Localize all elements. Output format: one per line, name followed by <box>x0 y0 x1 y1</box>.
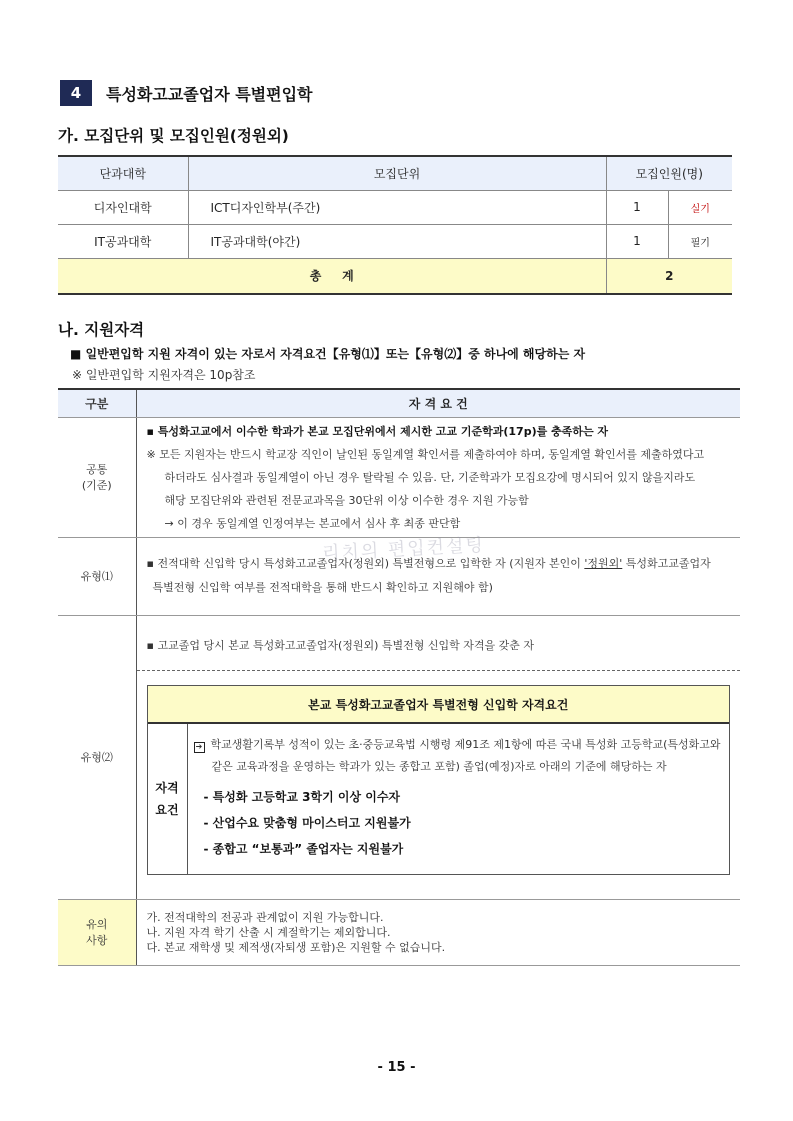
count-cell: 1 <box>606 224 668 258</box>
section-number: 4 <box>60 80 92 106</box>
requirements-line: 같은 교육과정을 운영하는 학과가 있는 종합고 포함) 졸업(예정)자로 아래의 기준에 해당하는 자 <box>211 760 667 773</box>
common-line: 하더라도 심사결과 동일계열이 아닌 경우 탈락될 수 있음. 단, 기준학과가 모집요강에 명시되어 있지 않을지라도 <box>164 470 696 484</box>
college-cell: 디자인대학 <box>58 190 188 224</box>
requirements-label-sub: 요건 <box>155 803 179 817</box>
common-line: 해당 모집단위와 관련된 전문교과목을 30단위 이상 이수한 경우 지원 가능함 <box>164 493 529 507</box>
header-college: 단과대학 <box>58 156 188 190</box>
section-title: 특성화고교졸업자 특별편입학 <box>106 84 313 104</box>
type2-label: 유형⑵ <box>58 615 136 899</box>
requirements-line: 학교생활기록부 성적이 있는 초·중등교육법 시행령 제91조 제1항에 따른 국내 특성화 고등학교(특성화고와 <box>210 738 721 751</box>
list-item: - 종합고 “보통과” 졸업자는 지원불가 <box>203 842 404 856</box>
eligibility-table <box>58 388 740 966</box>
requirements-box <box>147 685 731 875</box>
part-b-title: 나. 지원자격 <box>58 321 145 339</box>
list-item: - 산업수요 맞춤형 마이스터고 지원불가 <box>203 816 411 830</box>
common-bold-line: ▪ 특성화고교에서 이수한 학과가 본교 모집단위에서 제시한 고교 기준학과(17p)를 충족하는 자 <box>146 424 609 438</box>
unit-cell: ICT디자인학부(주간) <box>188 190 606 224</box>
common-line: → 이 경우 동일계열 인정여부는 본교에서 심사 후 최종 판단함 <box>164 516 461 530</box>
table-row <box>58 190 732 224</box>
common-label-sub: (기준) <box>81 479 112 492</box>
exam-type-cell: 필기 <box>668 224 732 258</box>
page-number: - 15 - <box>377 1060 416 1075</box>
header-category: 구분 <box>58 389 136 417</box>
common-row <box>58 417 740 537</box>
notice-line: 가. 전적대학의 전공과 관계없이 지원 가능합니다. <box>146 910 384 924</box>
part-a-title: 가. 모집단위 및 모집인원(정원외) <box>58 127 289 145</box>
count-cell: 1 <box>606 190 668 224</box>
header-unit: 모집단위 <box>188 156 606 190</box>
table-row <box>58 224 732 258</box>
total-value: 2 <box>606 258 732 294</box>
requirements-label: 자격 <box>155 781 179 795</box>
common-label: 공통 <box>86 463 108 476</box>
type1-label: 유형⑴ <box>58 537 136 615</box>
college-cell: IT공과대학 <box>58 224 188 258</box>
notice-label: 유의 <box>86 918 108 931</box>
exam-type-cell: 실기 <box>668 190 732 224</box>
underlined-term: '정원외' <box>584 557 623 570</box>
notice-row <box>58 899 740 965</box>
notice-label-sub: 사항 <box>86 934 108 947</box>
header-requirements: 자 격 요 건 <box>136 389 740 417</box>
type1-line: ▪ 전적대학 신입학 당시 특성화고교졸업자(정원외) 특별전형으로 입학한 자 (지원자 본인이 '정원외' 특성화고교졸업자 <box>146 557 711 570</box>
notice-line: 나. 지원 자격 학기 산출 시 계절학기는 제외합니다. <box>146 925 391 939</box>
type2-row <box>58 615 740 899</box>
header-count: 모집인원(명) <box>606 156 732 190</box>
type1-line: 특별전형 신입학 여부를 전적대학을 통해 반드시 확인하고 지원해야 함) <box>152 581 493 594</box>
eligibility-bullet: ■ 일반편입학 지원 자격이 있는 자로서 자격요건【유형⑴】또는【유형⑵】중 하나에 해당하는 자 <box>70 347 586 361</box>
type2-line: ▪ 고교졸업 당시 본교 특성화고교졸업자(정원외) 특별전형 신입학 자격을 갖춘 자 <box>137 623 741 671</box>
unit-cell: IT공과대학(야간) <box>188 224 606 258</box>
notice-line: 다. 본교 재학생 및 제적생(자퇴생 포함)은 지원할 수 없습니다. <box>146 940 446 954</box>
section-heading <box>60 80 313 106</box>
arrow-box-icon: ➔ <box>194 742 205 753</box>
total-row <box>58 258 732 294</box>
recruitment-table <box>58 155 732 295</box>
eligibility-note: ※ 일반편입학 지원자격은 10p참조 <box>72 368 256 382</box>
list-item: - 특성화 고등학교 3학기 이상 이수자 <box>203 790 401 804</box>
watermark: 리치의 편입컨설팅 <box>321 534 486 565</box>
total-label: 총 계 <box>58 258 606 294</box>
common-line: ※ 모든 지원자는 반드시 학교장 직인이 날인된 동일계열 확인서를 제출하여야 하며, 동일계열 확인서를 제출하였다고 <box>146 447 705 461</box>
requirements-box-title: 본교 특성화고교졸업자 특별전형 신입학 자격요건 <box>148 686 730 724</box>
